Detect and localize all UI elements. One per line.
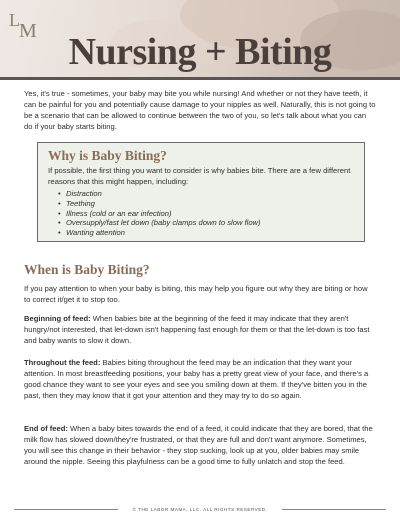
page-title: Nursing + Biting <box>68 31 332 73</box>
title-divider <box>0 77 400 80</box>
why-biting-text: If possible, the first thing you want to consider is why babies bite. There are a few different reasons that this might happen, including: <box>48 166 351 186</box>
why-biting-box <box>37 142 365 242</box>
when-biting-intro: If you pay attention to when your baby is biting, this may help you figure out why they are biting or how to correct it/get it to stop too. <box>24 284 368 304</box>
why-biting-heading: Why is Baby Biting? <box>48 148 167 163</box>
reasons-list <box>48 189 354 238</box>
beginning-of-feed-paragraph <box>24 313 376 346</box>
list-item: • Teething <box>58 199 354 209</box>
paragraph-label: End of feed: <box>24 424 68 433</box>
paragraph-text: Babies biting throughout the feed may be an indication that they want your attention. In most breastfeeding positions, your baby has a pretty great view of your face, and there's a good chance they want to see your eyes and see you smiling down at them. If they've bitten you in the past, then they may know that it got your attention and they may try to do so again. <box>24 358 369 400</box>
intro-paragraph: Yes, it's true - sometimes, your baby may bite you while nursing! And whether or not they have teeth, it can be painful for you and potentially cause damage to your nipples as well. Naturally, this is not going to be a scenario that can be allowed to continue between the two of you, so let's talk about what you can do if your baby starts biting. <box>24 89 376 131</box>
logo-letter: M <box>19 20 37 42</box>
list-item: • Oversupply/fast let down (baby clamps down to slow flow) <box>58 218 354 228</box>
paragraph-label: Throughout the feed: <box>24 358 101 367</box>
paragraph-label: Beginning of feed: <box>24 314 91 323</box>
end-of-feed-paragraph <box>24 423 376 467</box>
list-item: • Distraction <box>58 189 354 199</box>
copyright-text: © THE LABOR MAMA, LLC. ALL RIGHTS RESERVED. <box>118 505 282 514</box>
logo-letter: L <box>9 10 20 30</box>
list-item: • Illness (cold or an ear infection) <box>58 209 354 219</box>
footer <box>0 505 400 516</box>
throughout-feed-paragraph <box>24 357 376 401</box>
list-item: • Wanting attention <box>58 228 354 238</box>
paragraph-text: When babies bite at the beginning of the feed it may indicate that they aren't hungry/not interested, that let-down isn't happening fast enough for them or that the let-down is too fast and baby wants to slow it down. <box>24 314 370 345</box>
paragraph-text: When a baby bites towards the end of a feed, it could indicate that they are bored, that the milk flow has slowed down/they're frustrated, or that they are full and don't want anymore. Sometimes, you will see this change in their behavior - they stop sucking, look up at you, older babies may smile around the nipple. Seeing this playfulness can be a good time to fully unlatch and stop the feed. <box>24 424 373 466</box>
when-biting-heading: When is Baby Biting? <box>24 262 150 277</box>
